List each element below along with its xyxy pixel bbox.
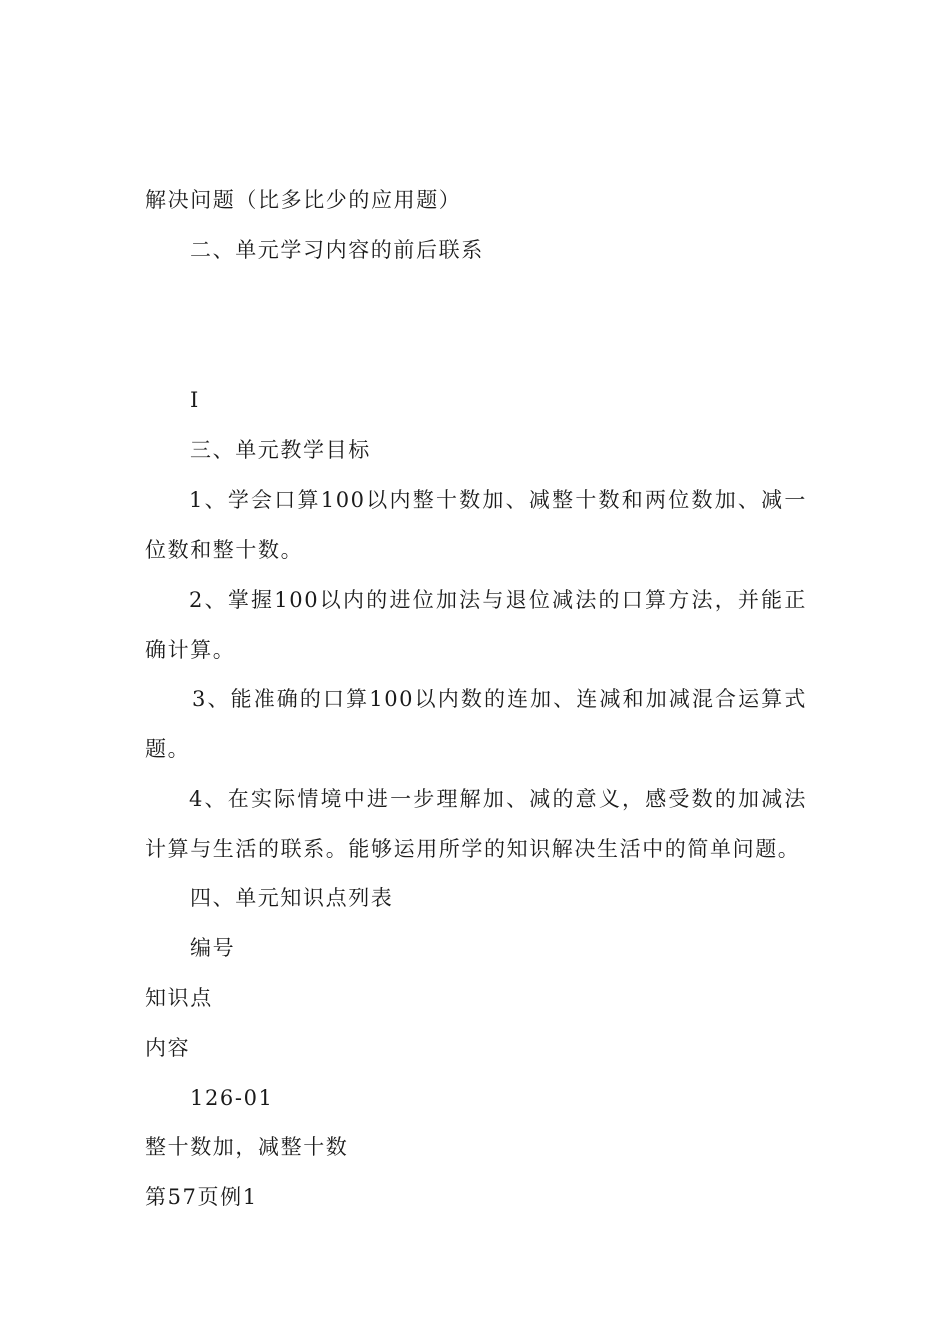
section-heading-4: 四、单元知识点列表 — [190, 886, 394, 910]
table-header-content: 内容 — [145, 1036, 191, 1060]
goal-paragraph-1: 1、学会口算100以内整十数加、减整十数和两位数加、减一位数和整十数。 — [145, 488, 807, 562]
table-cell-code: 126-01 — [190, 1086, 274, 1110]
goal-paragraph-4: 4、在实际情境中进一步理解加、减的意义，感受数的加减法计算与生活的联系。能够运用所学的知识解决生活中的简单问题。 — [145, 787, 807, 861]
section-heading-2: 二、单元学习内容的前后联系 — [190, 238, 484, 262]
table-cell-content: 第57页例1 — [145, 1185, 258, 1209]
goal-paragraph-3: 3、能准确的口算100以内数的连加、连减和加减混合运算式题。 — [145, 687, 807, 761]
text-line-roman-one: I — [190, 388, 200, 412]
table-cell-knowledge: 整十数加，减整十数 — [145, 1135, 349, 1159]
goal-paragraph-2: 2、掌握100以内的进位加法与退位减法的口算方法，并能正确计算。 — [145, 588, 807, 662]
table-header-number: 编号 — [190, 936, 236, 960]
table-header-knowledge-point: 知识点 — [145, 986, 213, 1010]
section-heading-3: 三、单元教学目标 — [190, 438, 371, 462]
text-line-problem-solving: 解决问题（比多比少的应用题） — [145, 188, 462, 212]
